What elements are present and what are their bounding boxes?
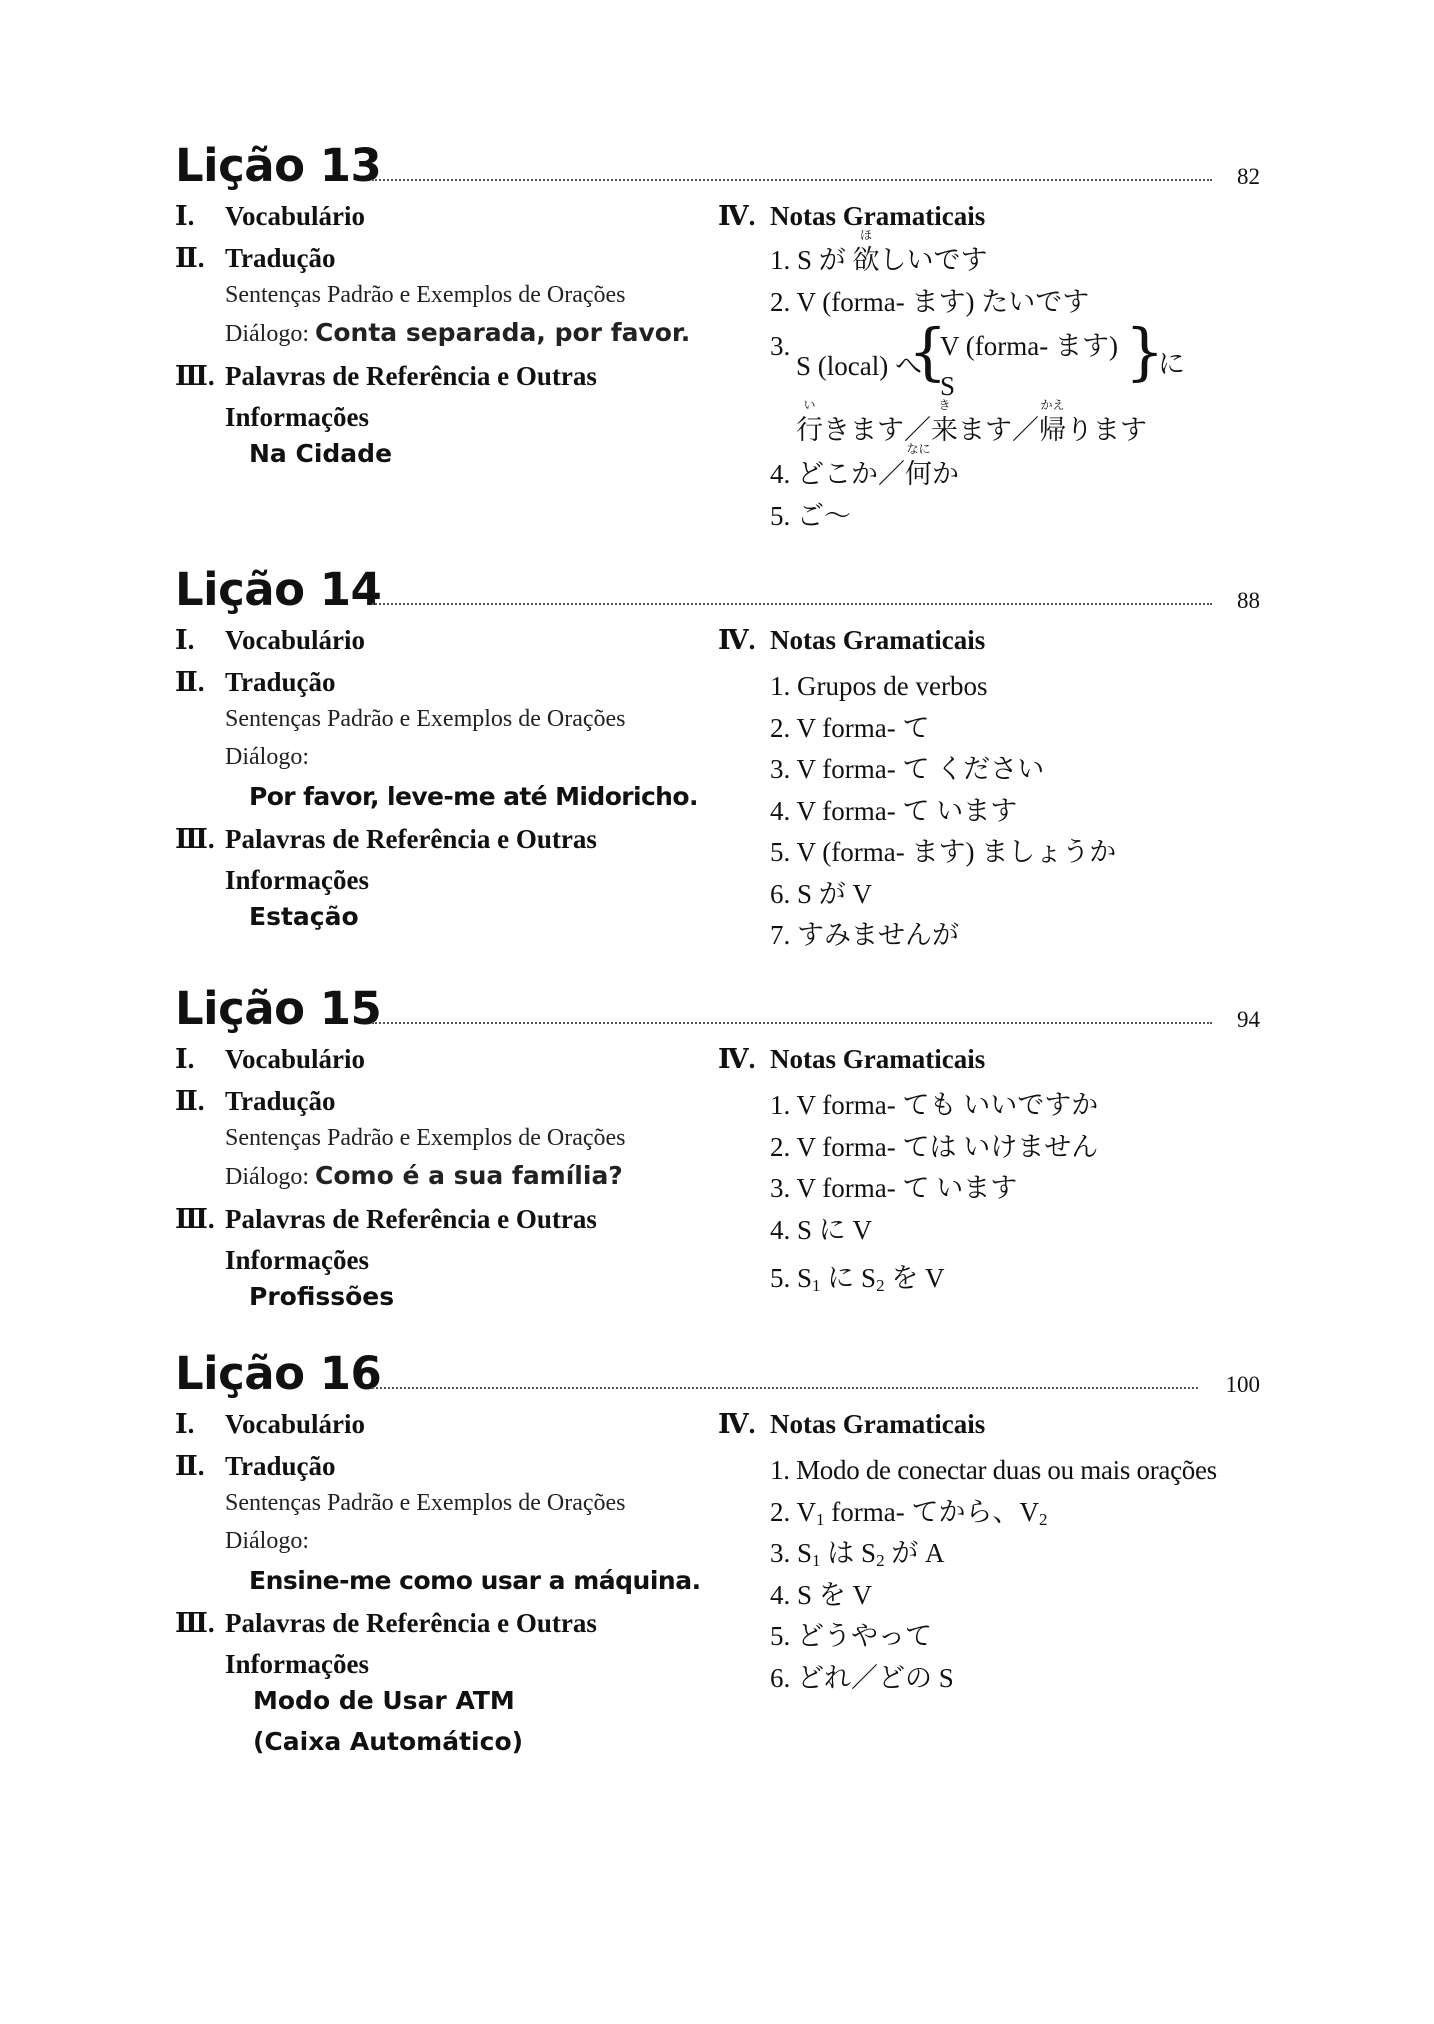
brace-close: }	[1125, 315, 1165, 388]
lesson-title: Lição 14	[175, 563, 382, 616]
dialogo-label: Diálogo:	[225, 1528, 309, 1554]
lesson-14	[175, 562, 1260, 950]
grammar-item: い 行きます／ き 来ます／ かえ 帰ります	[796, 398, 1147, 445]
grammar-item: 5. どうやって	[770, 1621, 932, 1651]
dialog-title: Ensine-me como usar a máquina.	[249, 1566, 701, 1595]
grammar-item: 2. V forma- て	[770, 713, 930, 743]
lesson-title: Lição 16	[175, 1347, 382, 1400]
grammar-item: 3. V forma- て います	[770, 1173, 1018, 1203]
lesson-header	[175, 981, 1260, 1041]
section-vocabulario: Ⅰ. Vocabulário	[175, 1409, 366, 1439]
grammar-item: 5. V (forma- ます) ましょうか	[770, 837, 1117, 867]
section-vocabulario: Ⅰ. Vocabulário	[175, 201, 366, 231]
dot-leader	[372, 179, 1212, 181]
grammar-item-ni: に	[1158, 349, 1185, 379]
grammar-item: 4. V forma- て います	[770, 796, 1018, 826]
grammar-item: 1. Grupos de verbos	[770, 671, 988, 701]
dialogo-line: Diálogo: Conta separada, por favor.	[225, 318, 691, 347]
grammar-item-v: V (forma- ます)	[940, 331, 1118, 361]
page-number: 88	[1237, 588, 1260, 613]
informacoes-label: Informações	[225, 865, 369, 895]
grammar-item: 3. V forma- て ください	[770, 754, 1045, 784]
grammar-item: 2. V (forma- ます) たいです	[770, 287, 1090, 317]
dot-leader	[372, 1387, 1198, 1389]
grammar-item: 1. V forma- ても いいですか	[770, 1090, 1099, 1120]
grammar-item: 4. どこか／ なに 何か	[770, 442, 959, 489]
lesson-title: Lição 13	[175, 139, 382, 192]
grammar-item: 6. S が V	[770, 879, 873, 909]
section-traducao: Ⅱ. Tradução	[175, 243, 336, 273]
section-palavras: Ⅲ. Palavras de Referência e Outras	[175, 1608, 597, 1638]
section-vocabulario: Ⅰ. Vocabulário	[175, 1044, 366, 1074]
section-traducao: Ⅱ. Tradução	[175, 1086, 336, 1116]
grammar-item: 4. S を V	[770, 1580, 873, 1610]
dialog-title: Conta separada, por favor.	[315, 318, 691, 347]
dot-leader	[372, 1022, 1212, 1024]
lesson-13	[175, 138, 1260, 531]
info-item: Estação	[249, 902, 359, 931]
grammar-item-s: S	[940, 371, 956, 401]
grammar-item: 4. S に V	[770, 1215, 873, 1245]
section-traducao: Ⅱ. Tradução	[175, 667, 336, 697]
informacoes-label: Informações	[225, 1245, 369, 1275]
sentencas-label: Sentenças Padrão e Exemplos de Orações	[225, 282, 626, 308]
dialogo-label: Diálogo:	[225, 744, 309, 770]
grammar-item: 6. どれ／どの S	[770, 1663, 954, 1693]
page-number: 82	[1237, 164, 1260, 189]
section-notas: Ⅳ. Notas Gramaticais	[718, 1409, 986, 1439]
grammar-item-s-local: S (local) へ	[796, 351, 922, 381]
page-number: 94	[1237, 1007, 1260, 1032]
section-traducao: Ⅱ. Tradução	[175, 1451, 336, 1481]
section-vocabulario: Ⅰ. Vocabulário	[175, 625, 366, 655]
grammar-item: 2. $V_1$ forma- てから、$V_2$	[770, 1497, 1048, 1529]
sentencas-label: Sentenças Padrão e Exemplos de Orações	[225, 1125, 626, 1151]
dot-leader	[372, 603, 1212, 605]
lesson-header	[175, 138, 1260, 198]
grammar-item: 1. S が ほ 欲しいです	[770, 228, 988, 275]
lesson-title: Lição 15	[175, 982, 382, 1035]
grammar-item: 3. $S_1$ は $S_2$ が A	[770, 1538, 945, 1570]
section-notas: Ⅳ. Notas Gramaticais	[718, 1044, 986, 1074]
section-palavras: Ⅲ. Palavras de Referência e Outras	[175, 1204, 597, 1234]
grammar-item: 7. すみませんが	[770, 920, 959, 950]
dialogo-line: Diálogo: Como é a sua família?	[225, 1161, 623, 1190]
info-item: (Caixa Automático)	[253, 1727, 524, 1756]
info-item: Na Cidade	[249, 439, 393, 468]
section-notas: Ⅳ. Notas Gramaticais	[718, 625, 986, 655]
dialog-title: Como é a sua família?	[315, 1161, 623, 1190]
grammar-item: 3.	[770, 331, 791, 361]
lesson-16	[175, 1346, 1260, 1756]
grammar-item: 5. $S_1$ に $S_2$ を V	[770, 1263, 945, 1295]
sentencas-label: Sentenças Padrão e Exemplos de Orações	[225, 1490, 626, 1516]
info-item: Modo de Usar ATM	[253, 1686, 515, 1715]
section-palavras: Ⅲ. Palavras de Referência e Outras	[175, 361, 597, 391]
section-palavras: Ⅲ. Palavras de Referência e Outras	[175, 824, 597, 854]
informacoes-label: Informações	[225, 1649, 369, 1679]
dialog-title: Por favor, leve-me até Midoricho.	[249, 782, 698, 811]
lesson-header	[175, 1346, 1260, 1406]
lesson-15	[175, 981, 1260, 1311]
info-item: Profissões	[249, 1282, 395, 1311]
section-notas: Ⅳ. Notas Gramaticais	[718, 201, 986, 231]
grammar-item: 2. V forma- ては いけません	[770, 1132, 1099, 1162]
sentencas-label: Sentenças Padrão e Exemplos de Orações	[225, 706, 626, 732]
informacoes-label: Informações	[225, 402, 369, 432]
lesson-header	[175, 562, 1260, 622]
grammar-item: 1. Modo de conectar duas ou mais orações	[770, 1455, 1217, 1485]
grammar-item: 5. ご～	[770, 501, 851, 531]
page-number: 100	[1225, 1372, 1260, 1397]
brace-open: {	[908, 315, 948, 388]
